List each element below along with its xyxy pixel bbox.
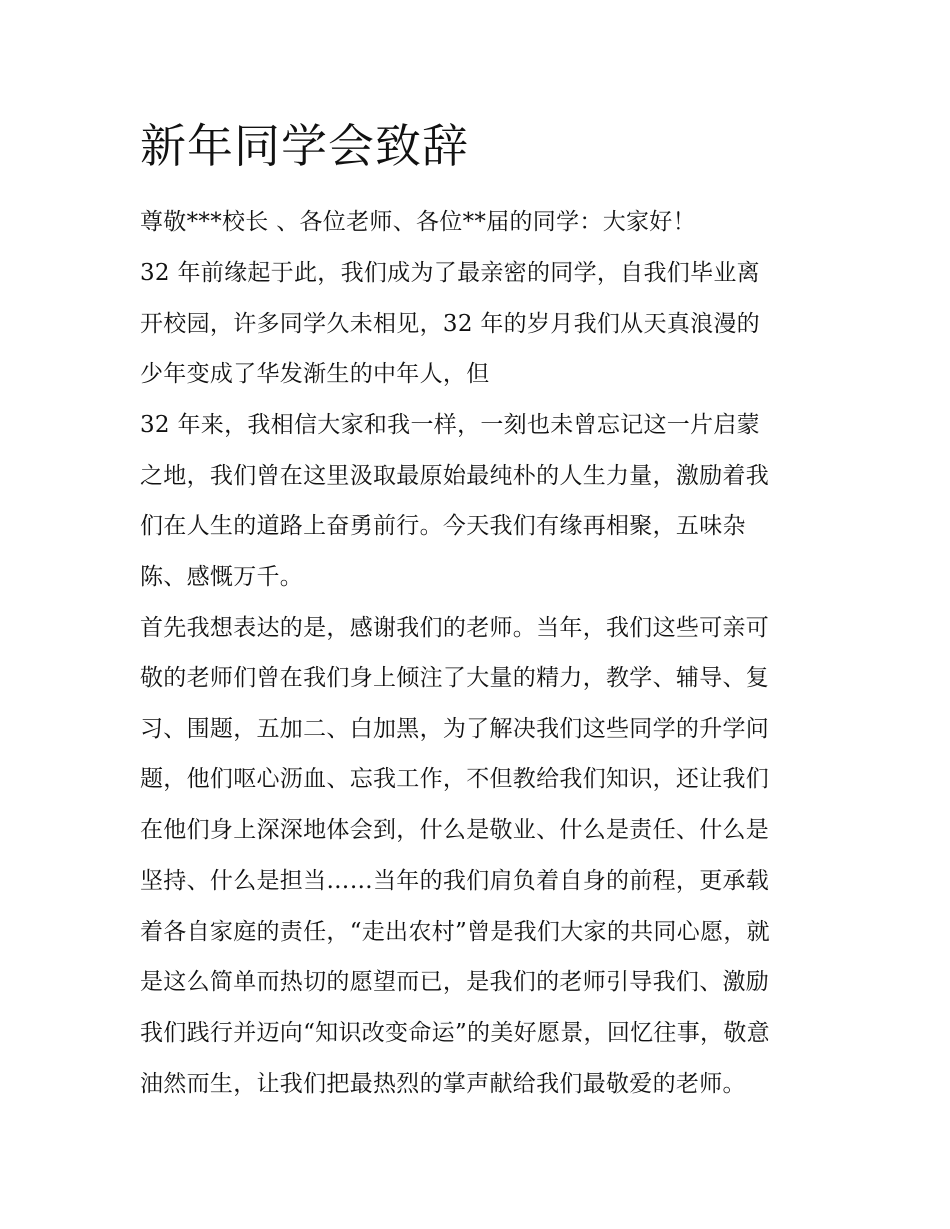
paragraph-line: 习、围题，五加二、白加黑，为了解决我们这些同学的升学问: [140, 716, 770, 742]
paragraph-line: 坚持、什么是担当……当年的我们肩负着自身的前程，更承载: [140, 868, 770, 894]
paragraph-line: 是这么简单而热切的愿望而已，是我们的老师引导我们、激励: [140, 969, 770, 995]
paragraph-line: 之地，我们曾在这里汲取最原始最纯朴的人生力量，激励着我: [140, 463, 770, 489]
paragraph-line: 敬的老师们曾在我们身上倾注了大量的精力，教学、辅导、复: [140, 665, 770, 691]
paragraph-line: 油然而生，让我们把最热烈的掌声献给我们最敬爱的老师。: [140, 1071, 746, 1097]
paragraph-line: 少年变成了华发渐生的中年人，但: [140, 361, 490, 387]
paragraph-line: 我们践行并迈向“知识改变命运”的美好愿景，回忆往事，敬意: [140, 1020, 770, 1046]
greeting-line: 尊敬***校长 、各位老师、各位**届的同学：大家好！: [140, 209, 696, 235]
document-title: 新年同学会致辞: [140, 119, 469, 173]
paragraph-line: 陈、感慨万千。: [140, 564, 304, 590]
paragraph-line: 们在人生的道路上奋勇前行。今天我们有缘再相聚，五味杂: [140, 513, 746, 539]
paragraph-line: 在他们身上深深地体会到，什么是敬业、什么是责任、什么是: [140, 817, 770, 843]
paragraph-line: 着各自家庭的责任，“走出农村”曾是我们大家的共同心愿，就: [140, 919, 770, 945]
paragraph-line: 32 年来，我相信大家和我一样，一刻也未曾忘记这一片启蒙: [140, 412, 760, 438]
paragraph-line: 32 年前缘起于此，我们成为了最亲密的同学，自我们毕业离: [140, 260, 760, 286]
paragraph-line: 题，他们呕心沥血、忘我工作，不但教给我们知识，还让我们: [140, 766, 770, 792]
paragraph-line: 开校园，许多同学久未相见，32 年的岁月我们从天真浪漫的: [140, 311, 760, 337]
paragraph-line: 首先我想表达的是，感谢我们的老师。当年，我们这些可亲可: [140, 615, 770, 641]
